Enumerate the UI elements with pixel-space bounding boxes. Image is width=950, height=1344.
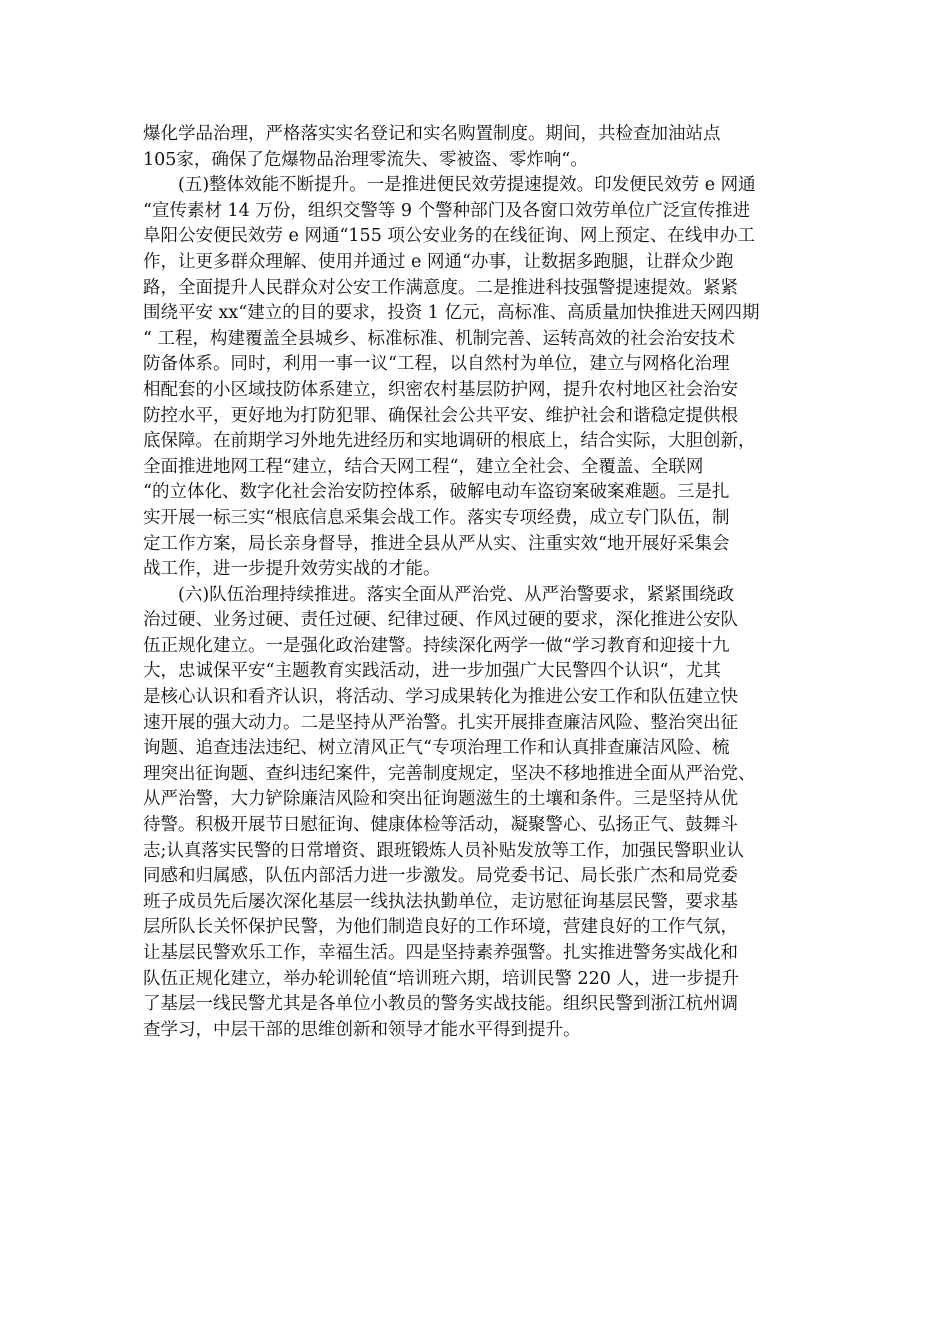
text-line: 让基层民警欢乐工作，幸福生活。四是坚持素养强警。扎实推进警务实战化和 [143, 943, 738, 963]
text-line: “的立体化、数字化社会治安防控体系，破解电动车盗窃案破案难题。三是扎 [143, 482, 730, 503]
text-line: “ 工程，构建覆盖全县城乡、标准标准、机制完善、运转高效的社会治安技术 [143, 328, 736, 349]
text-line: 105家，确保了危爆物品治理零流失、零被盗、零炸响“。 [143, 149, 588, 170]
text-line: 层所队长关怀保护民警，为他们制造良好的工作环境，营建良好的工作气氛， [143, 917, 738, 938]
text-line: 路，全面提升人民群众对公安工作满意度。二是推进科技强警提速提效。紧紧 [143, 277, 738, 298]
text-line: 防控水平，更好地为打防犯罪、确保社会公共平安、维护社会和谐稳定提供根 [143, 405, 738, 426]
text-line: 伍正规化建立。一是强化政治建警。持续深化两学一做“学习教育和迎接十九 [143, 635, 730, 656]
text-line: 大，忠诚保平安“主题教育实践活动，进一步加强广大民警四个认识“，尤其 [143, 661, 721, 682]
text-line: 底保障。在前期学习外地先进经历和实地调研的根底上，结合实际，大胆创新， [143, 431, 756, 452]
text-line: 全面推进地网工程“建立，结合天网工程“，建立全社会、全覆盖、全联网 [143, 456, 704, 477]
text-line: 治过硬、业务过硬、责任过硬、纪律过硬、作风过硬的要求，深化推进公安队 [143, 610, 738, 631]
text-line: 查学习，中层干部的思维创新和领导才能水平得到提升。 [143, 1019, 581, 1040]
text-line: 爆化学品治理，严格落实实名登记和实名购置制度。期间，共检查加油站点 [143, 124, 721, 144]
text-line: 围绕平安 xx“建立的目的要求，投资 1 亿元，高标准、高质量加快推进天网四期 [143, 303, 760, 324]
text-line: 询题、追查违法违纪、树立清风正气“专项治理工作和认真排查廉洁风险、梳 [143, 738, 730, 759]
text-line: 是核心认识和看齐认识，将活动、学习成果转化为推进公安工作和队伍建立快 [143, 687, 738, 708]
text-line: 速开展的强大动力。二是坚持从严治警。扎实开展排查廉洁风险、整治突出征 [143, 712, 738, 733]
text-line: 防备体系。同时，利用一事一议“工程，以自然村为单位，建立与网格化治理 [143, 354, 730, 375]
text-line: 队伍正规化建立，举办轮训轮值“培训班六期，培训民警 220 人，进一步提升 [143, 968, 739, 989]
paragraph-first-line: (五)整体效能不断提升。一是推进便民效劳提速提效。印发便民效劳 e 网通 [178, 175, 756, 196]
text-line: 实开展一标三实“根底信息采集会战工作。落实专项经费，成立专门队伍，制 [143, 507, 730, 528]
text-line: 定工作方案，局长亲身督导，推进全县从严从实、注重实效“地开展好采集会 [143, 533, 730, 554]
text-line: 了基层一线民警尤其是各单位小教员的警务实战技能。组织民警到浙江杭州调 [143, 994, 738, 1015]
text-line: 同感和归属感，队伍内部活力进一步激发。局党委书记、局长张广杰和局党委 [143, 866, 738, 887]
text-line: 战工作，进一步提升效劳实战的才能。 [143, 559, 441, 580]
text-line: 相配套的小区域技防体系建立，织密农村基层防护网，提升农村地区社会治安 [143, 379, 738, 400]
text-line: 待警。积极开展节日慰征询、健康体检等活动，凝聚警心、弘扬正气、鼓舞斗 [143, 815, 738, 836]
text-line: 从严治警，大力铲除廉洁风险和突出征询题滋生的土壤和条件。三是坚持从优 [143, 789, 738, 810]
text-line: 理突出征询题、查纠违纪案件，完善制度规定，坚决不移地推进全面从严治党、 [143, 763, 756, 784]
text-line: 志;认真落实民警的日常增资、跟班锻炼人员补贴发放等工作，加强民警职业认 [143, 840, 744, 861]
text-line: 阜阳公安便民效劳 e 网通“155 项公安业务的在线征询、网上预定、在线申办工 [143, 226, 755, 247]
paragraph-first-line: (六)队伍治理持续推进。落实全面从严治党、从严治警要求，紧紧围绕政 [178, 584, 735, 605]
text-line: 作，让更多群众理解、使用并通过 e 网通“办事，让数据多跑腿，让群众少跑 [143, 251, 734, 272]
text-line: “宣传素材 14 万份，组织交警等 9 个警种部门及各窗口效劳单位广泛宣传推进 [143, 200, 751, 221]
body-text [143, 122, 813, 1043]
text-line: 班子成员先后屡次深化基层一线执法执勤单位，走访慰征询基层民警，要求基 [143, 891, 738, 912]
